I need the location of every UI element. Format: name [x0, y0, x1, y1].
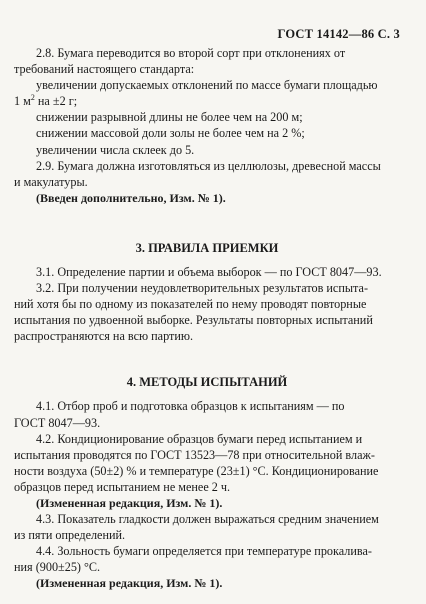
clause-2-8-line2: требований настоящего стандарта: [14, 62, 195, 77]
page-header: ГОСТ 14142—86 С. 3 [277, 27, 400, 41]
area-exponent: 2 [30, 93, 35, 103]
clause-4-1-line1: 4.1. Отбор проб и подготовка образцов к испытаниям — по [36, 399, 345, 414]
clause-4-1-line2: ГОСТ 8047—93. [14, 415, 101, 430]
clause-3-2-line1: 3.2. При получении неудовлетворительных результатов испыта- [36, 281, 368, 296]
clause-2-8-line1: 2.8. Бумага переводится во второй сорт при отклонениях от [36, 46, 346, 60]
clause-3-2-line2: ний хотя бы по одному из показателей по нему проводят повторные [14, 297, 367, 312]
clause-2-8-item4: увеличении числа склеек до 5. [36, 142, 195, 157]
clause-3-2-line3: испытания по удвоенной выборке. Результаты повторных испытаний [14, 313, 373, 328]
clause-4-4-line1: 4.4. Зольность бумаги определяется при температуре прокалива- [36, 544, 372, 559]
amendment-note: (Введен дополнительно, Изм. № 1). [36, 190, 226, 205]
clause-4-3-line1: 4.3. Показатель гладкости должен выражаться средним значением [36, 512, 379, 527]
page-content [14, 45, 400, 592]
section-4-heading: 4. МЕТОДЫ ИСПЫТАНИЙ [126, 375, 288, 390]
clause-4-4-line2: ния (900±25) °С. [14, 560, 101, 575]
clause-4-2-line2: испытания проводятся по ГОСТ 13523—78 при относительной влаж- [14, 447, 375, 462]
clause-2-8-item3: снижении массовой доли золы не более чем на 2 %; [36, 126, 305, 141]
clause-3-1: 3.1. Определение партии и объема выборок — по ГОСТ 8047—93. [36, 264, 382, 279]
clause-4-2-line4: образцов перед испытанием не менее 2 ч. [14, 479, 231, 494]
amendment-note-4-4: (Измененная редакция, Изм. № 1). [36, 576, 223, 591]
amendment-note-4-2: (Измененная редакция, Изм. № 1). [36, 495, 223, 510]
clause-4-2-line3: ности воздуха (50±2) % и температуре (23±1) °С. Кондиционирование [14, 463, 379, 478]
clause-4-3-line2: из пяти определений. [14, 528, 126, 543]
clause-2-9-line1: 2.9. Бумага должна изготовляться из целлюлозы, древесной массы [36, 158, 381, 173]
clause-2-8-item1-b [14, 93, 400, 109]
clause-2-8-item2: снижении разрывной длины не более чем на 200 м; [36, 110, 303, 125]
section-3-heading: 3. ПРАВИЛА ПРИЕМКИ [135, 240, 279, 255]
clause-2-8-item1-a: увеличении допускаемых отклонений по массе бумаги площадью [36, 78, 378, 93]
clause-2-9-line2: и макулатуры. [14, 174, 88, 189]
area-tolerance: на ±2 г; [34, 94, 78, 109]
area-value: 1 м [14, 94, 31, 109]
clause-4-2-line1: 4.2. Кондиционирование образцов бумаги перед испытанием и [36, 431, 363, 446]
clause-3-2-line4: распространяются на всю партию. [14, 329, 194, 344]
